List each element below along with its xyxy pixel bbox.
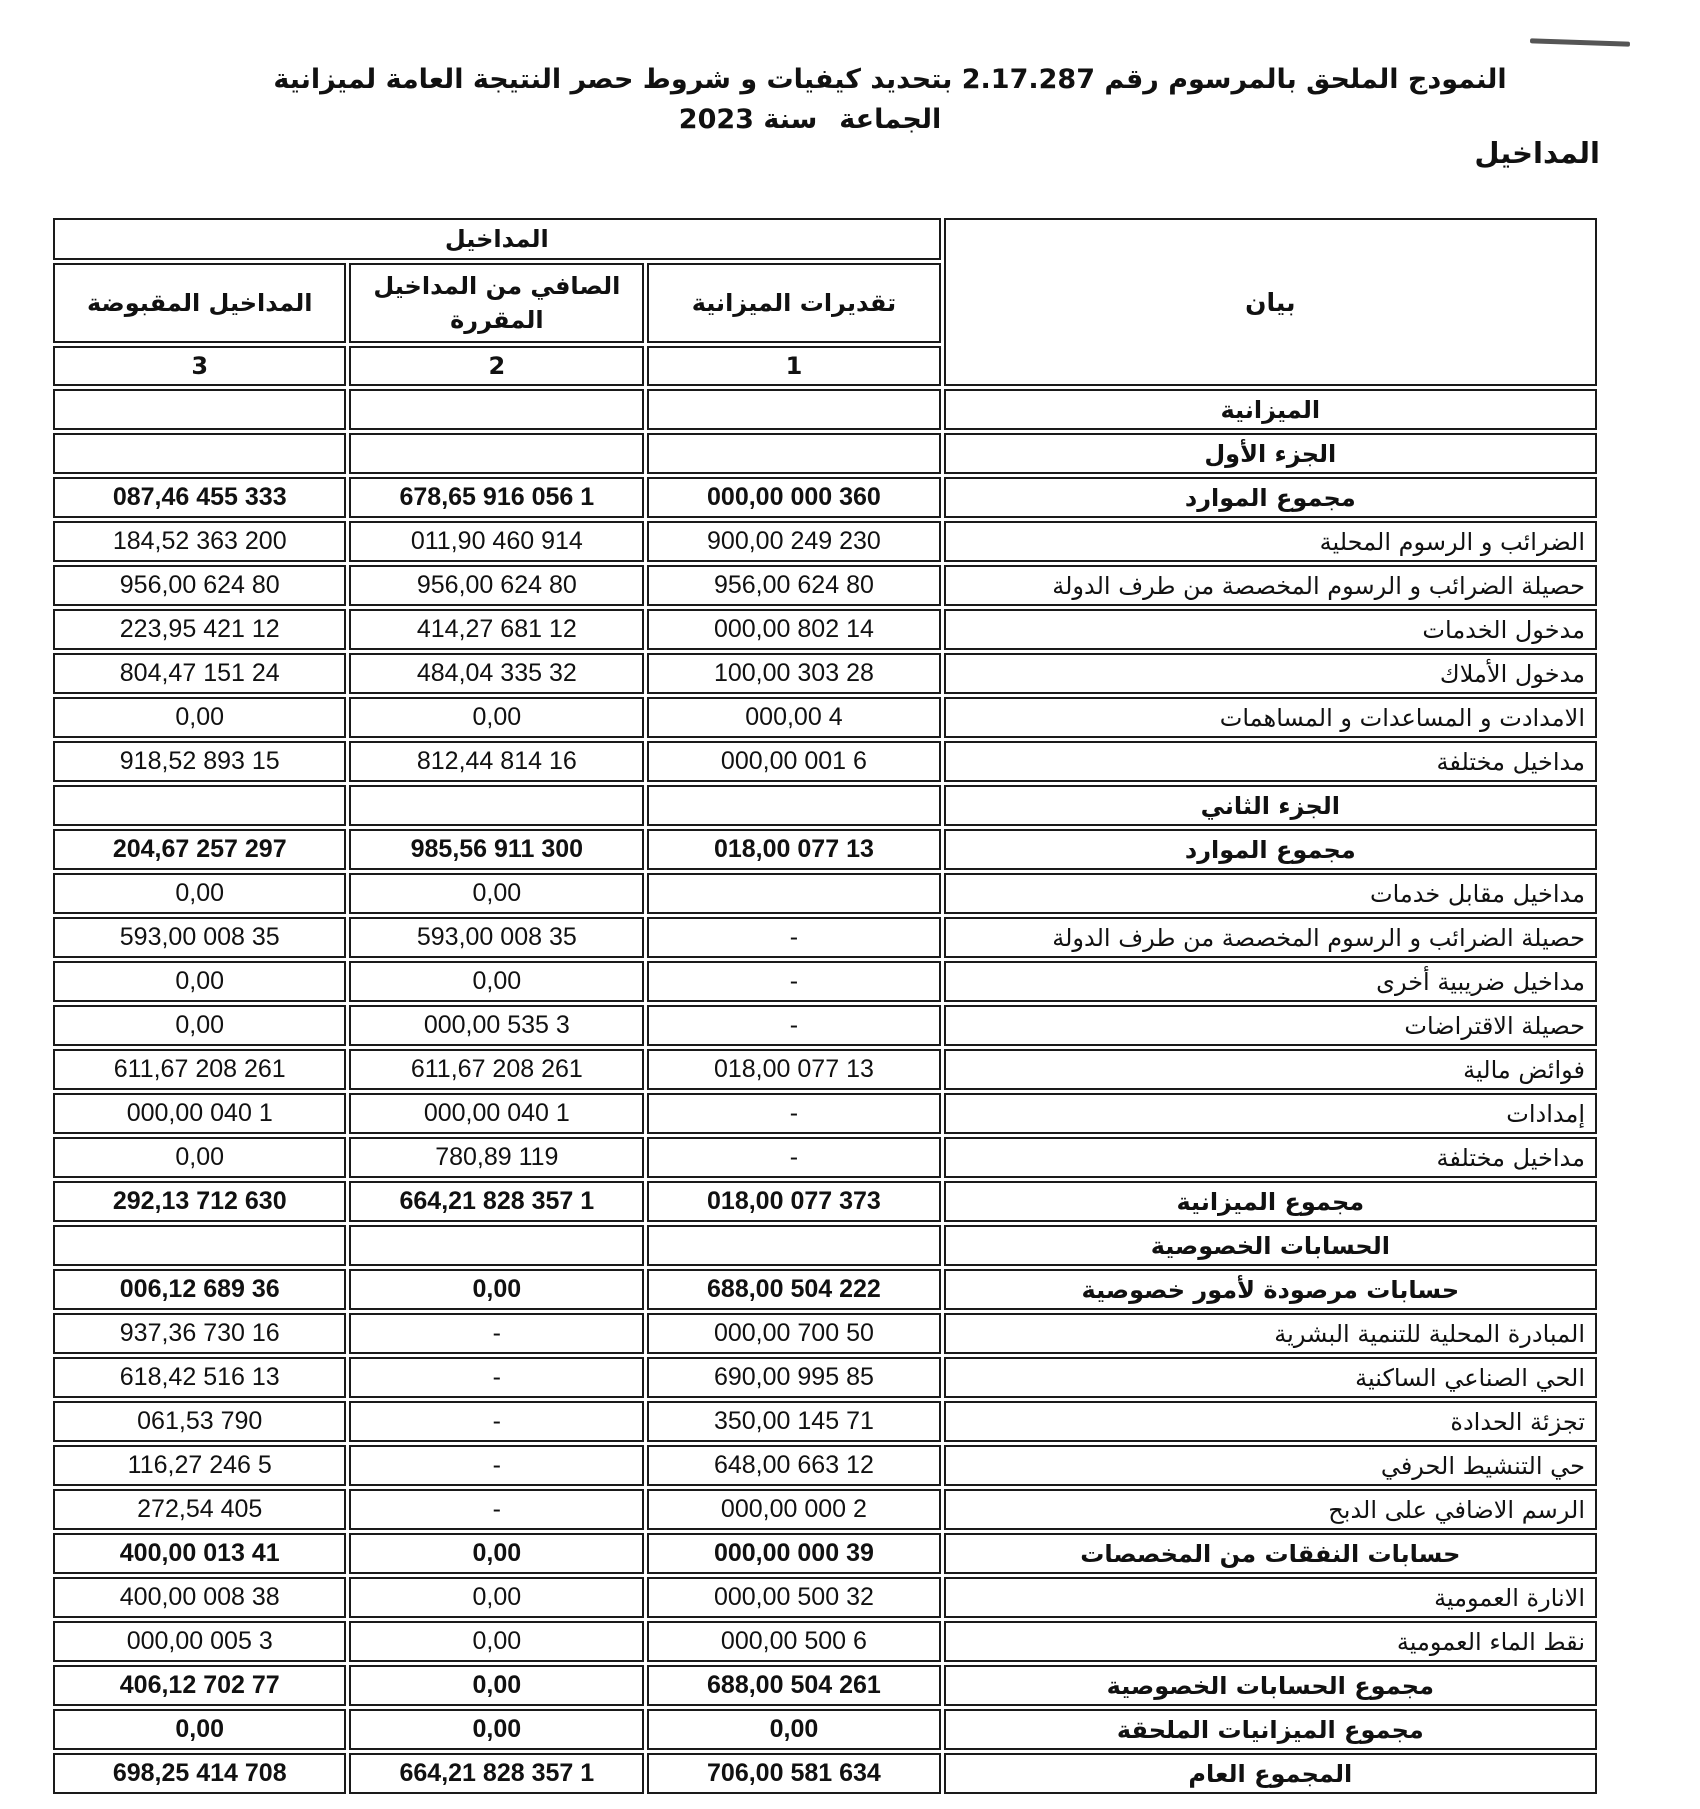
collected-revenue-cell: 0,00 — [53, 873, 346, 914]
table-row — [53, 873, 1597, 914]
row-label-cell: مجموع الحسابات الخصوصية — [944, 1665, 1597, 1706]
budget-estimate-cell: 261 504 688,00 — [647, 1665, 940, 1706]
label-column-header: بيان — [944, 218, 1597, 386]
net-revenue-cell: 0,00 — [349, 961, 644, 1002]
row-label-cell: حسابات مرصودة لأمور خصوصية — [944, 1269, 1597, 1310]
document-title: النمودج الملحق بالمرسوم رقم 2.17.287 بتحديد كيفيات و شروط حصر النتيجة العامة لميزانية — [273, 64, 1507, 95]
budget-estimate-cell: 28 303 100,00 — [647, 653, 940, 694]
row-label-cell: مداخيل ضريبية أخرى — [944, 961, 1597, 1002]
row-label-cell: حسابات النفقات من المخصصات — [944, 1533, 1597, 1574]
collected-revenue-cell: 261 208 611,67 — [53, 1049, 346, 1090]
net-revenue-cell: - — [349, 1313, 644, 1354]
table-row — [53, 1489, 1597, 1530]
net-revenue-cell: 0,00 — [349, 1577, 644, 1618]
budget-estimate-cell: 32 500 000,00 — [647, 1577, 940, 1618]
collected-revenue-cell: 405 272,54 — [53, 1489, 346, 1530]
budget-estimate-cell: 85 995 690,00 — [647, 1357, 940, 1398]
net-revenue-cell: 119 780,89 — [349, 1137, 644, 1178]
budget-estimate-cell: 50 700 000,00 — [647, 1313, 940, 1354]
column-index-3: 3 — [53, 346, 346, 386]
budget-estimate-cell: - — [647, 1005, 940, 1046]
row-label-cell: مدخول الخدمات — [944, 609, 1597, 650]
table-row — [53, 565, 1597, 606]
budget-estimate-cell: - — [647, 917, 940, 958]
column-index-2: 2 — [349, 346, 644, 386]
row-label-cell: نقط الماء العمومية — [944, 1621, 1597, 1662]
table-row — [53, 1621, 1597, 1662]
revenue-group-header: المداخيل — [53, 218, 941, 260]
collected-revenue-cell: 15 893 918,52 — [53, 741, 346, 782]
row-label-cell: حصيلة الضرائب و الرسوم المخصصة من طرف الدولة — [944, 917, 1597, 958]
budget-estimate-cell: 222 504 688,00 — [647, 1269, 940, 1310]
table-row — [53, 609, 1597, 650]
collected-revenue-cell: 0,00 — [53, 1005, 346, 1046]
row-label-cell: الامدادت و المساعدات و المساهمات — [944, 697, 1597, 738]
budget-estimate-cell — [647, 1225, 940, 1266]
net-revenue-cell: 35 008 593,00 — [349, 917, 644, 958]
budget-estimate-cell: 0,00 — [647, 1709, 940, 1750]
row-label-cell: مداخيل مختلفة — [944, 1137, 1597, 1178]
net-revenue-cell — [349, 1225, 644, 1266]
net-revenue-cell: 0,00 — [349, 1621, 644, 1662]
table-row — [53, 785, 1597, 826]
row-label-cell: المبادرة المحلية للتنمية البشرية — [944, 1313, 1597, 1354]
budget-estimate-cell: 230 249 900,00 — [647, 521, 940, 562]
table-row — [53, 1313, 1597, 1354]
row-label-cell: مدخول الأملاك — [944, 653, 1597, 694]
budget-estimate-cell: - — [647, 1093, 940, 1134]
table-row — [53, 1137, 1597, 1178]
row-label-cell: المجموع العام — [944, 1753, 1597, 1794]
net-revenue-cell: 12 681 414,27 — [349, 609, 644, 650]
collected-revenue-cell: 630 712 292,13 — [53, 1181, 346, 1222]
budget-estimate-cell: 39 000 000,00 — [647, 1533, 940, 1574]
commune-label: الجماعة — [839, 104, 942, 135]
net-revenue-cell: 0,00 — [349, 873, 644, 914]
table-row — [53, 1445, 1597, 1486]
collected-revenue-cell: 5 246 116,27 — [53, 1445, 346, 1486]
table-row — [53, 653, 1597, 694]
year-label: سنة 2023 — [678, 104, 818, 135]
net-revenue-cell: 0,00 — [349, 1533, 644, 1574]
row-label-cell: مداخيل مقابل خدمات — [944, 873, 1597, 914]
net-revenue-cell: 300 911 985,56 — [349, 829, 644, 870]
table-row — [53, 961, 1597, 1002]
table-row — [53, 1665, 1597, 1706]
table-row — [53, 1401, 1597, 1442]
row-label-cell: إمدادات — [944, 1093, 1597, 1134]
table-row — [53, 1533, 1597, 1574]
budget-estimate-cell: 360 000 000,00 — [647, 477, 940, 518]
table-row — [53, 1093, 1597, 1134]
budget-estimate-cell — [647, 433, 940, 474]
row-label-cell: مجموع الميزانية — [944, 1181, 1597, 1222]
collected-revenue-cell: 77 702 406,12 — [53, 1665, 346, 1706]
table-row — [53, 1357, 1597, 1398]
budget-estimate-cell: 13 077 018,00 — [647, 1049, 940, 1090]
section-title: المداخيل — [1474, 136, 1600, 170]
collected-revenue-cell — [53, 433, 346, 474]
net-revenue-cell: 0,00 — [349, 697, 644, 738]
net-revenue-cell — [349, 389, 644, 430]
table-row — [53, 829, 1597, 870]
net-revenue-cell: - — [349, 1357, 644, 1398]
budget-estimates-header: تقديرات الميزانية — [647, 263, 940, 343]
table-row — [53, 433, 1597, 474]
collected-revenue-cell — [53, 1225, 346, 1266]
collected-revenue-cell: 80 624 956,00 — [53, 565, 346, 606]
table-row — [53, 477, 1597, 518]
net-revenue-cell: 80 624 956,00 — [349, 565, 644, 606]
collected-revenue-cell: 16 730 937,36 — [53, 1313, 346, 1354]
collected-revenue-cell: 24 151 804,47 — [53, 653, 346, 694]
row-label-cell: الجزء الثاني — [944, 785, 1597, 826]
table-row — [53, 917, 1597, 958]
collected-revenue-header: المداخيل المقبوضة — [53, 263, 346, 343]
table-row — [53, 1181, 1597, 1222]
collected-revenue-cell: 0,00 — [53, 697, 346, 738]
net-revenue-cell: 32 335 484,04 — [349, 653, 644, 694]
row-label-cell: تجزئة الحدادة — [944, 1401, 1597, 1442]
scan-artifact — [1530, 38, 1630, 46]
net-revenue-cell: 914 460 011,90 — [349, 521, 644, 562]
collected-revenue-cell: 38 008 400,00 — [53, 1577, 346, 1618]
budget-estimate-cell: 2 000 000,00 — [647, 1489, 940, 1530]
collected-revenue-cell: 0,00 — [53, 1709, 346, 1750]
collected-revenue-cell: 0,00 — [53, 961, 346, 1002]
row-label-cell: الميزانية — [944, 389, 1597, 430]
collected-revenue-cell: 333 455 087,46 — [53, 477, 346, 518]
net-revenue-cell: - — [349, 1489, 644, 1530]
net-revenue-cell: 0,00 — [349, 1269, 644, 1310]
net-revenue-cell: 0,00 — [349, 1709, 644, 1750]
table-row — [53, 741, 1597, 782]
budget-estimate-cell: - — [647, 1137, 940, 1178]
budget-estimate-cell: 13 077 018,00 — [647, 829, 940, 870]
budget-estimate-cell: 634 581 706,00 — [647, 1753, 940, 1794]
net-revenue-cell: - — [349, 1401, 644, 1442]
row-label-cell: مجموع الموارد — [944, 477, 1597, 518]
table-row — [53, 697, 1597, 738]
table-row — [53, 1269, 1597, 1310]
table-row — [53, 1005, 1597, 1046]
collected-revenue-cell: 297 257 204,67 — [53, 829, 346, 870]
table-row — [53, 1049, 1597, 1090]
net-revenue-cell: 1 357 828 664,21 — [349, 1753, 644, 1794]
collected-revenue-cell: 36 689 006,12 — [53, 1269, 346, 1310]
net-revenue-cell: 1 357 828 664,21 — [349, 1181, 644, 1222]
budget-estimate-cell: 80 624 956,00 — [647, 565, 940, 606]
row-label-cell: حصيلة الاقتراضات — [944, 1005, 1597, 1046]
collected-revenue-cell — [53, 389, 346, 430]
net-revenue-cell: 261 208 611,67 — [349, 1049, 644, 1090]
row-label-cell: فوائض مالية — [944, 1049, 1597, 1090]
collected-revenue-cell: 0,00 — [53, 1137, 346, 1178]
budget-estimate-cell — [647, 785, 940, 826]
row-label-cell: الضرائب و الرسوم المحلية — [944, 521, 1597, 562]
net-revenue-cell: 1 040 000,00 — [349, 1093, 644, 1134]
row-label-cell: الحي الصناعي الساكنية — [944, 1357, 1597, 1398]
row-label-cell: الرسم الاضافي على الدبح — [944, 1489, 1597, 1530]
collected-revenue-cell: 41 013 400,00 — [53, 1533, 346, 1574]
revenue-table — [50, 215, 1600, 1797]
budget-estimate-cell: 373 077 018,00 — [647, 1181, 940, 1222]
collected-revenue-cell: 200 363 184,52 — [53, 521, 346, 562]
row-label-cell: الجزء الأول — [944, 433, 1597, 474]
collected-revenue-cell: 708 414 698,25 — [53, 1753, 346, 1794]
budget-estimate-cell — [647, 873, 940, 914]
table-row — [53, 1709, 1597, 1750]
collected-revenue-cell: 3 005 000,00 — [53, 1621, 346, 1662]
budget-estimate-cell: 12 663 648,00 — [647, 1445, 940, 1486]
net-revenue-cell — [349, 433, 644, 474]
table-row — [53, 1577, 1597, 1618]
row-label-cell: مجموع الموارد — [944, 829, 1597, 870]
collected-revenue-cell — [53, 785, 346, 826]
table-row — [53, 521, 1597, 562]
table-row — [53, 1753, 1597, 1794]
budget-estimate-cell: - — [647, 961, 940, 1002]
revenue-table-container — [50, 215, 1600, 1797]
row-label-cell: حصيلة الضرائب و الرسوم المخصصة من طرف الدولة — [944, 565, 1597, 606]
row-label-cell: الحسابات الخصوصية — [944, 1225, 1597, 1266]
row-label-cell: مداخيل مختلفة — [944, 741, 1597, 782]
net-revenue-header: الصافي من المداخيل المقررة — [349, 263, 644, 343]
row-label-cell: مجموع الميزانيات الملحقة — [944, 1709, 1597, 1750]
row-label-cell: حي التنشيط الحرفي — [944, 1445, 1597, 1486]
table-body — [53, 389, 1597, 1794]
column-index-1: 1 — [647, 346, 940, 386]
net-revenue-cell: - — [349, 1445, 644, 1486]
net-revenue-cell: 3 535 000,00 — [349, 1005, 644, 1046]
row-label-cell: الانارة العمومية — [944, 1577, 1597, 1618]
budget-estimate-cell: 14 802 000,00 — [647, 609, 940, 650]
table-row — [53, 1225, 1597, 1266]
net-revenue-cell: 1 056 916 678,65 — [349, 477, 644, 518]
collected-revenue-cell: 12 421 223,95 — [53, 609, 346, 650]
budget-estimate-cell: 71 145 350,00 — [647, 1401, 940, 1442]
budget-estimate-cell: 6 001 000,00 — [647, 741, 940, 782]
collected-revenue-cell: 13 516 618,42 — [53, 1357, 346, 1398]
collected-revenue-cell: 1 040 000,00 — [53, 1093, 346, 1134]
collected-revenue-cell: 35 008 593,00 — [53, 917, 346, 958]
net-revenue-cell: 16 814 812,44 — [349, 741, 644, 782]
collected-revenue-cell: 790 061,53 — [53, 1401, 346, 1442]
table-row — [53, 389, 1597, 430]
budget-estimate-cell — [647, 389, 940, 430]
document-subtitle — [400, 102, 1220, 138]
net-revenue-cell: 0,00 — [349, 1665, 644, 1706]
budget-estimate-cell: 4 000,00 — [647, 697, 940, 738]
budget-estimate-cell: 6 500 000,00 — [647, 1621, 940, 1662]
net-revenue-cell — [349, 785, 644, 826]
